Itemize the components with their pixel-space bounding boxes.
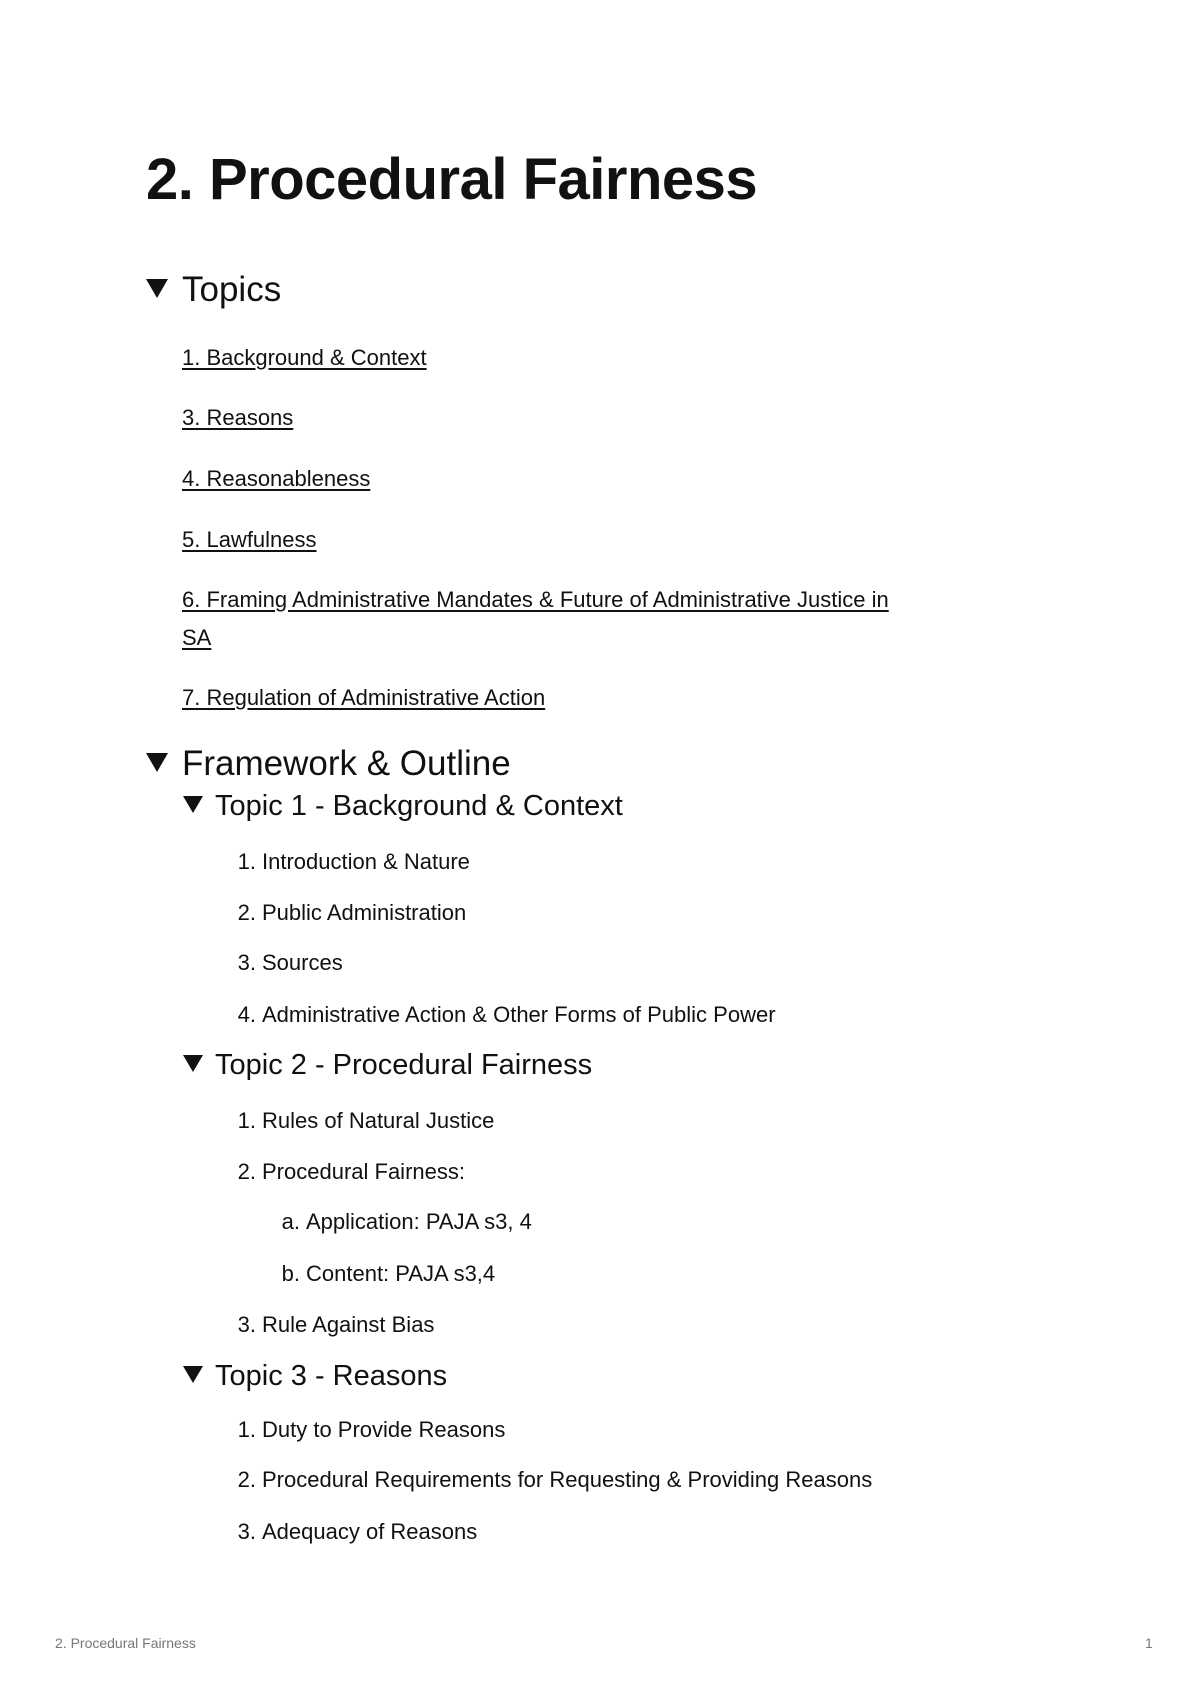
footer-title: 2. Procedural Fairness	[55, 1635, 196, 1651]
topic2-heading: Topic 2 - Procedural Fairness	[215, 1049, 593, 1081]
link-topic-1[interactable]: 1. Background & Context	[182, 345, 427, 370]
page-number: 1	[1145, 1635, 1153, 1651]
link-topic-6[interactable]: 6. Framing Administrative Mandates & Future of Administrative Justice in	[182, 587, 889, 612]
link-topic-6-cont[interactable]: SA	[182, 625, 212, 650]
link-topic-3[interactable]: 3. Reasons	[182, 405, 294, 430]
sub-list-item: a. Application: PAJA s3, 4	[281, 1209, 532, 1234]
toggle-topic1[interactable]	[183, 787, 623, 825]
sub-list-item: b. Content: PAJA s3,4	[281, 1261, 496, 1286]
toggle-framework[interactable]	[146, 742, 511, 786]
toggle-topic3[interactable]	[183, 1357, 447, 1395]
list-item: 3. Adequacy of Reasons	[237, 1519, 478, 1544]
list-item: 3. Sources	[237, 950, 343, 975]
toggle-topic2[interactable]	[183, 1046, 592, 1084]
link-topic-4[interactable]: 4. Reasonableness	[182, 466, 371, 491]
list-item: 4. Administrative Action & Other Forms of Public Power	[237, 1002, 776, 1027]
framework-heading: Framework & Outline	[182, 744, 511, 783]
link-topic-5[interactable]: 5. Lawfulness	[182, 527, 317, 552]
triangle-down-icon	[183, 1366, 203, 1383]
link-topic-7[interactable]: 7. Regulation of Administrative Action	[182, 685, 546, 710]
triangle-down-icon	[146, 279, 168, 298]
topics-heading: Topics	[182, 270, 282, 309]
list-item: 1. Rules of Natural Justice	[237, 1108, 495, 1133]
list-item: 2. Procedural Requirements for Requesting & Providing Reasons	[237, 1467, 873, 1492]
topic1-heading: Topic 1 - Background & Context	[215, 790, 623, 822]
topic3-heading: Topic 3 - Reasons	[215, 1360, 448, 1392]
list-item: 1. Introduction & Nature	[237, 849, 470, 874]
list-item: 2. Public Administration	[237, 900, 467, 925]
list-item: 1. Duty to Provide Reasons	[237, 1417, 506, 1442]
list-item: 2. Procedural Fairness:	[237, 1159, 465, 1184]
triangle-down-icon	[183, 1055, 203, 1072]
triangle-down-icon	[146, 753, 168, 772]
list-item: 3. Rule Against Bias	[237, 1312, 435, 1337]
toggle-topics[interactable]	[146, 268, 281, 312]
page-title: 2. Procedural Fairness	[146, 147, 758, 212]
triangle-down-icon	[183, 796, 203, 813]
